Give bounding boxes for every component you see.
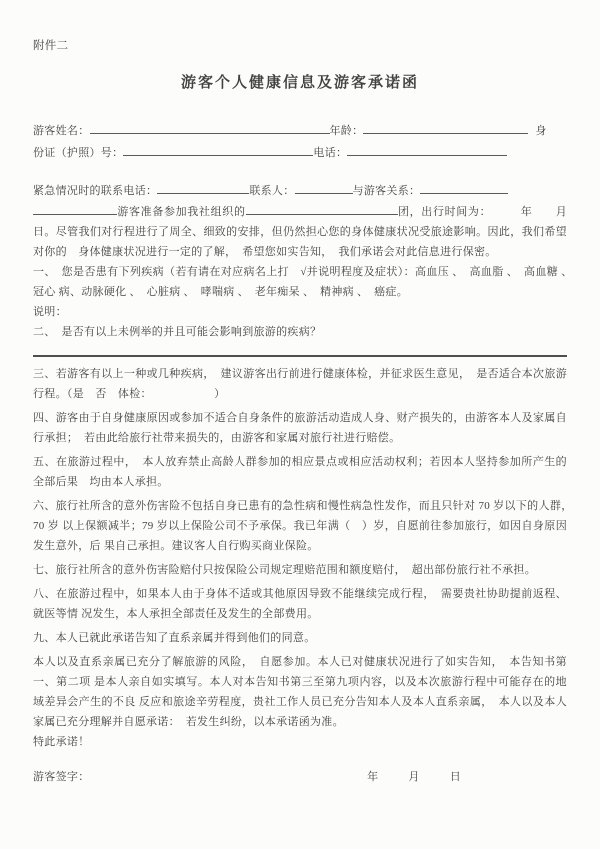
contact-label: 联系人：	[249, 185, 295, 197]
closing-statement: 本人以及直系亲属已充分了解旅游的风险， 自愿参加。本人已对健康状况进行了如实告知， 本告知书第一、第二项 是本人亲自如实填写。本人对本告知书第三至第九项内容，以及本次旅游行程中可能存在的地域差异会产生的不良 反应和旅途辛劳程度，贵社工作人员已充分告知本人及本人直系亲属， 本人以及本人家属已充分理解并自愿承诺： 若发生纠纷，以本承诺函为准。	[33, 656, 567, 728]
question-1: 一、 您是否患有下列疾病（若有请在对应病名上打 √并说明程度及症状）：高血压 、 高血脂 、 高血糖 、 冠心 病、动脉硬化 、 心脏病 、 哮喘病 、 老年痴呆 、 精神病 、 癌症。	[33, 266, 579, 298]
phone-label: 电话：	[313, 147, 348, 159]
section-divider	[33, 355, 567, 357]
intro-text-2: 团，出行时间为： 年 月	[397, 206, 579, 218]
promise-line: 特此承诺！	[33, 736, 90, 748]
age-blank-field[interactable]	[363, 122, 528, 134]
form-line-emergency	[33, 180, 567, 202]
id-label: 份证（护照）号：	[33, 147, 124, 159]
form-line-id-phone	[33, 142, 567, 164]
date-day-label: 日	[449, 771, 461, 783]
question-2: 二、 是否有以上未例举的并且可能会影响到旅游的疾病？	[33, 326, 322, 338]
question-1-note: 说明：	[33, 306, 67, 318]
relation-label: 与游客关系：	[352, 185, 421, 197]
tourist-info-form	[33, 120, 567, 202]
clause-4: 四、游客由于自身健康原因或参加不适合自身条件的旅游活动造成人身、财产损失的，由游客本人及家属自行承担； 若由此给旅行社带来损失的，由游客和家属对旅行社进行赔偿。	[33, 412, 567, 444]
id-blank-field[interactable]	[123, 144, 313, 156]
emergency-phone-blank-field[interactable]	[157, 182, 249, 194]
emergency-phone-label: 紧急情况时的联系电话：	[33, 185, 158, 197]
page-title: 游客个人健康信息及游客承诺函	[180, 75, 419, 91]
attachment-label: 附件二	[33, 40, 69, 52]
clause-3: 三、若游客有以上一种或几种疾病， 建议游客出行前进行健康体检，并征求医生意见， 是否适合本次旅游行程。（是 否 体检： ）	[33, 368, 567, 400]
name-label: 游客姓名：	[33, 125, 90, 137]
signature-label: 游客签字：	[33, 771, 90, 783]
clause-9: 九、本人已就此承诺告知了直系亲属并得到他们的同意。	[33, 632, 316, 644]
date-month-label: 月	[408, 771, 420, 783]
clause-8: 八、在旅游过程中，如果本人由于身体不适或其他原因导致不能继续完成行程， 需要贵社协助提前返程、就医等情 况发生，本人承担全部责任及发生的全部费用。	[33, 588, 567, 620]
id-label-wrap-char: 身	[535, 125, 547, 137]
clause-5: 五、在旅游过程中， 本人放弃禁止高龄人群参加的相应景点或相应活动权利；若因本人坚持参加所产生的全部后果 均由本人承担。	[33, 456, 567, 488]
date-year-label: 年	[367, 771, 379, 783]
relation-blank-field[interactable]	[420, 182, 508, 194]
phone-blank-field[interactable]	[347, 144, 507, 156]
clause-7: 七、旅行社所含的意外伤害险赔付只按保险公司规定理赔范围和额度赔付， 超出部份旅行社不承担。	[33, 564, 536, 576]
intro-text-1: 游客准备参加我社组织的	[117, 206, 246, 218]
signature-row	[33, 766, 567, 788]
age-label: 年龄：	[329, 125, 364, 137]
tour-group-blank-field[interactable]	[246, 203, 398, 215]
form-line-name-age	[33, 120, 567, 142]
signature-date	[367, 766, 461, 788]
intro-text-3: 日。尽管我们对行程进行了周全、细致的安排，但仍然担心您的身体健康状况受旅途影响。因此，我们希望对你的 身体健康状况进行一定的了解， 希望您如实告知， 我们承诺会对此信息进行保密。	[33, 226, 567, 258]
intro-paragraph	[33, 202, 579, 262]
clause-6: 六、旅行社所含的意外伤害险不包括自身已患有的急性病和慢性病急性发作，而且只针对 70 岁以下的人群， 70 岁 以上保额减半；79 岁以上保险公司不予承保。我已年满（ ）岁，自愿前往参加旅行，如因自身原因发生意外，后 果自己承担。建议客人自行购买商业保险。	[33, 500, 579, 552]
name-blank-field[interactable]	[90, 122, 330, 134]
tourist-name-blank-field[interactable]	[33, 203, 117, 215]
contact-blank-field[interactable]	[295, 182, 353, 194]
